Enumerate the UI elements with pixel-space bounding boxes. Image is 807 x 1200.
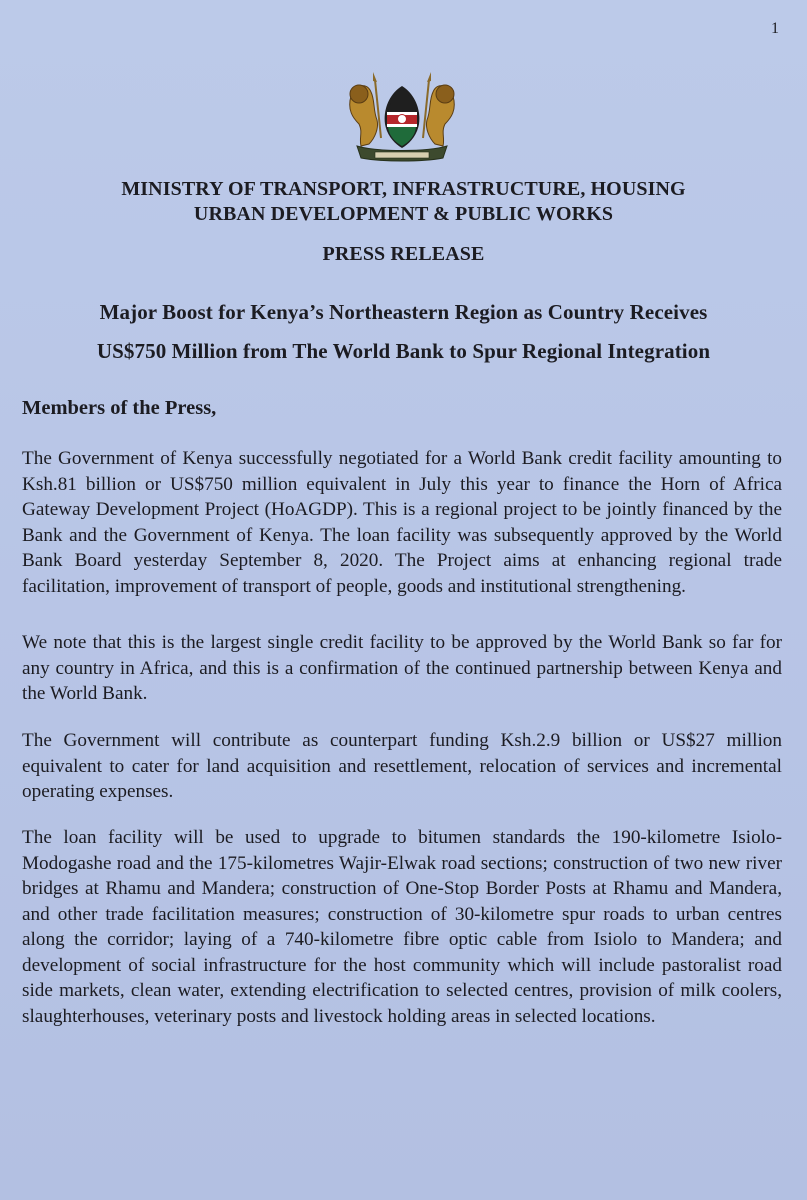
headline-line-2: US$750 Million from The World Bank to Spur Regional Integration xyxy=(96,339,711,363)
paragraph-largest-facility: We note that this is the largest single credit facility to be approved by the World Bank so far for any country in Africa, and this is a confirmation of the continued partnership between Kenya and the World Bank. xyxy=(22,632,782,704)
ministry-name-line-1: MINISTRY OF TRANSPORT, INFRASTRUCTURE, HOUSING xyxy=(121,178,686,200)
paragraph-funding-negotiation: The Government of Kenya successfully negotiated for a World Bank credit facility amounting to Ksh.81 billion or US$750 million equivalent in July this year to finance the Horn of Africa Gateway Development Project (HoAGDP). This is a regional project to be jointly financed by the Bank and the Government of Kenya. The loan facility was subsequently approved by the World Bank Board yesterday September 8, 2020. The Project aims at enhancing regional trade facilitation, improvement of transport of people, goods and institutional strengthening. xyxy=(22,448,782,597)
ministry-name-line-2: URBAN DEVELOPMENT & PUBLIC WORKS xyxy=(193,203,614,225)
kenya-coat-of-arms-icon xyxy=(337,66,467,166)
page-number: 1 xyxy=(771,20,779,37)
paragraph-counterpart-funding: The Government will contribute as counterpart funding Ksh.2.9 billion or US$27 million equivalent to cater for land acquisition and resettlement, relocation of services and incremental operating expenses. xyxy=(22,730,782,802)
document-type: PRESS RELEASE xyxy=(322,243,485,265)
paragraph-loan-usage: The loan facility will be used to upgrade to bitumen standards the 190-kilometre Isiolo-Modogashe road and the 175-kilometres Wajir-Elwak road sections; construction of two new river bridges at Rhamu and Mandera; construction of One-Stop Border Posts at Rhamu and Mandera, and other trade facilitation measures; construction of 30-kilometre spur roads to urban centres along the corridor; laying of a 740-kilometre fibre optic cable from Isiolo to Mandera; and development of social infrastructure for the host community which will include pastoralist road side markets, clean water, extending electrification to selected centres, provision of milk coolers, slaughterhouses, veterinary posts and livestock holding areas in selected locations. xyxy=(22,827,782,1027)
headline-line-1: Major Boost for Kenya’s Northeastern Region as Country Receives xyxy=(99,300,708,324)
salutation: Members of the Press, xyxy=(22,397,217,419)
